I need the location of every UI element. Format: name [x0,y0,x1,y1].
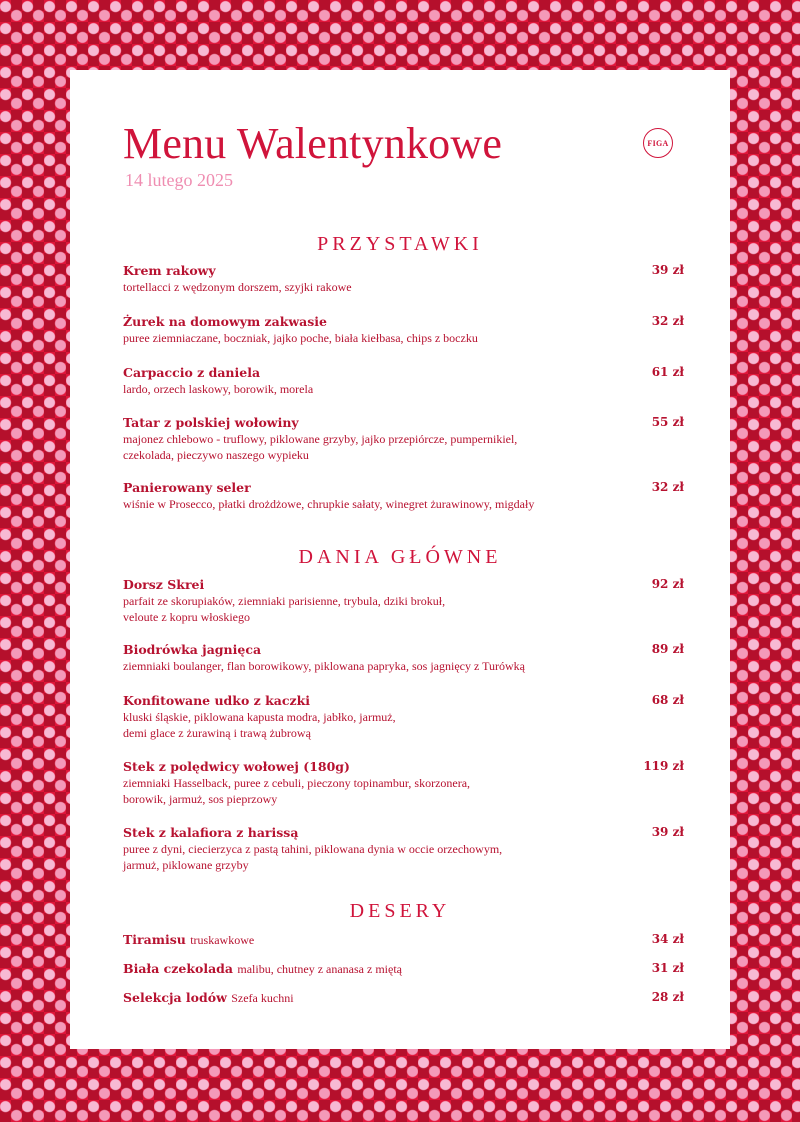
menu-item [123,415,683,463]
item-name: Stek z polędwicy wołowej (180g) [123,759,350,774]
menu-card [70,70,730,1049]
section-title-desserts: DESERY [349,900,451,922]
menu-item [123,365,683,397]
item-price: 119 zł [643,759,684,773]
item-price: 31 zł [651,961,684,975]
logo-text: FIGA [647,138,669,148]
item-desc-line2: czekolada, pieczywo naszego wypieku [123,448,309,462]
item-desc: malibu, chutney z ananasa z miętą [237,962,402,976]
menu-date: 14 lutego 2025 [125,170,233,190]
item-price: 92 zł [651,577,684,591]
item-name: Tiramisu [123,932,186,947]
menu-item [123,693,683,741]
item-name: Selekcja lodów [123,990,227,1005]
item-price: 39 zł [651,825,684,839]
menu-item [123,314,683,346]
item-desc: ziemniaki Hasselback, puree z cebuli, pieczony topinambur, skorzonera, [123,776,471,790]
item-name: Panierowany seler [123,480,251,495]
menu-item [123,759,683,807]
item-name: Carpaccio z daniela [123,365,261,380]
item-name: Biodrówka jagnięca [123,642,262,657]
item-desc: puree ziemniaczane, boczniak, jajko poche, biała kiełbasa, chips z boczku [123,331,478,345]
item-desc: wiśnie w Prosecco, płatki drożdżowe, chrupkie sałaty, winegret żurawinowy, migdały [123,497,535,511]
item-name: Krem rakowy [123,263,216,278]
item-desc-line2: demi glace z żurawiną i trawą żubrową [123,726,311,740]
menu-item [123,932,683,948]
menu-item [123,642,683,674]
item-desc-line2: jarmuż, piklowane grzyby [123,858,249,872]
item-desc: truskawkowe [190,933,255,947]
menu-item [123,961,683,977]
figa-logo [643,128,673,158]
menu-item [123,825,683,873]
item-desc: lardo, orzech laskowy, borowik, morela [123,382,314,396]
item-desc: puree z dyni, ciecierzyca z pastą tahini, piklowana dynia w occie orzechowym, [123,842,503,856]
menu-title: Menu Walentynkowe [123,119,503,168]
item-name: Konfitowane udko z kaczki [123,693,310,708]
menu-item [123,263,683,295]
item-price: 39 zł [651,263,684,277]
item-desc: ziemniaki boulanger, flan borowikowy, piklowana papryka, sos jagnięcy z Turówką [123,659,525,673]
menu-item [123,990,683,1006]
item-price: 61 zł [651,365,684,379]
item-desc: majonez chlebowo - truflowy, piklowane grzyby, jajko przepiórcze, pumpernikiel, [123,432,518,446]
item-price: 89 zł [651,642,684,656]
item-desc: parfait ze skorupiaków, ziemniaki parisienne, trybula, dziki brokuł, [123,594,446,608]
item-price: 28 zł [651,990,684,1004]
menu-item [123,577,683,625]
item-desc: Szefa kuchni [231,991,294,1005]
item-name: Żurek na domowym zakwasie [123,314,328,329]
section-title-starters: PRZYSTAWKI [317,233,483,255]
item-price: 55 zł [651,415,684,429]
item-name: Tatar z polskiej wołowiny [123,415,299,430]
item-price: 32 zł [651,480,684,494]
item-name: Stek z kalafiora z harissą [123,825,299,840]
item-desc: kluski śląskie, piklowana kapusta modra, jabłko, jarmuż, [123,710,396,724]
item-price: 32 zł [651,314,684,328]
item-name: Dorsz Skrei [123,577,205,592]
item-desc: tortellacci z wędzonym dorszem, szyjki rakowe [123,280,352,294]
item-name: Biała czekolada [123,961,234,976]
item-price: 34 zł [651,932,684,946]
item-price: 68 zł [651,693,684,707]
item-desc-line2: veloute z kopru włoskiego [123,610,250,624]
item-desc-line2: borowik, jarmuż, sos pieprzowy [123,792,278,806]
menu-item [123,480,683,512]
section-title-mains: DANIA GŁÓWNE [298,546,502,568]
